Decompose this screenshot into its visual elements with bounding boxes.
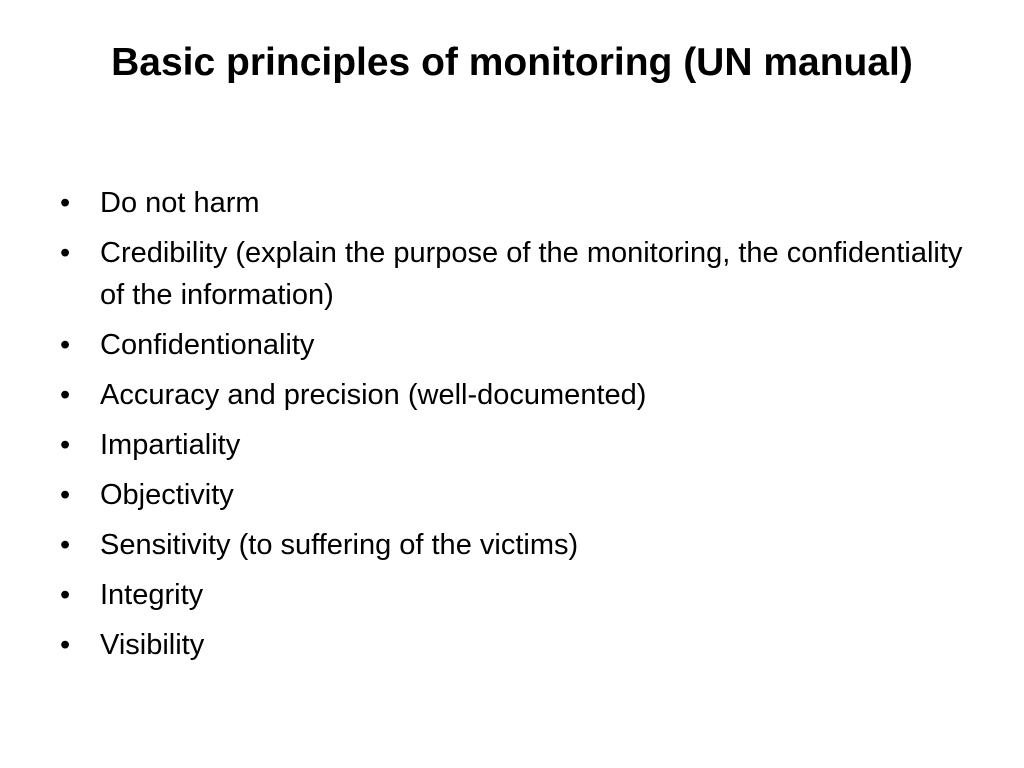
bullet-item [56,574,976,616]
bullet-dot-icon: • [60,187,71,219]
bullet-item [56,374,976,416]
bullet-item [56,624,976,666]
bullet-text: Credibility (explain the purpose of the monitoring, the confidentiality of the information) [100,237,963,311]
bullet-dot-icon: • [60,529,71,561]
bullet-item [56,232,976,316]
bullet-item [56,182,976,224]
bullet-dot-icon: • [60,629,71,661]
bullet-item [56,424,976,466]
bullet-dot-icon: • [60,379,71,411]
bullet-text: Visibility [100,629,205,661]
bullet-text: Sensitivity (to suffering of the victims) [100,529,579,561]
bullet-text: Do not harm [100,187,260,219]
bullet-text: Accuracy and precision (well-documented) [100,379,647,411]
bullet-dot-icon: • [60,237,71,269]
bullet-dot-icon: • [60,479,71,511]
bullet-dot-icon: • [60,579,71,611]
bullet-text: Objectivity [100,479,234,511]
bullet-dot-icon: • [60,429,71,461]
bullet-text: Integrity [100,579,204,611]
bullet-item [56,324,976,366]
bullet-dot-icon: • [60,329,71,361]
bullet-item [56,524,976,566]
bullet-text: Confidentionality [100,329,315,361]
bullet-item [56,474,976,516]
slide-title: Basic principles of monitoring (UN manual) [111,41,913,84]
bullet-list [56,182,976,674]
bullet-text: Impartiality [100,429,241,461]
